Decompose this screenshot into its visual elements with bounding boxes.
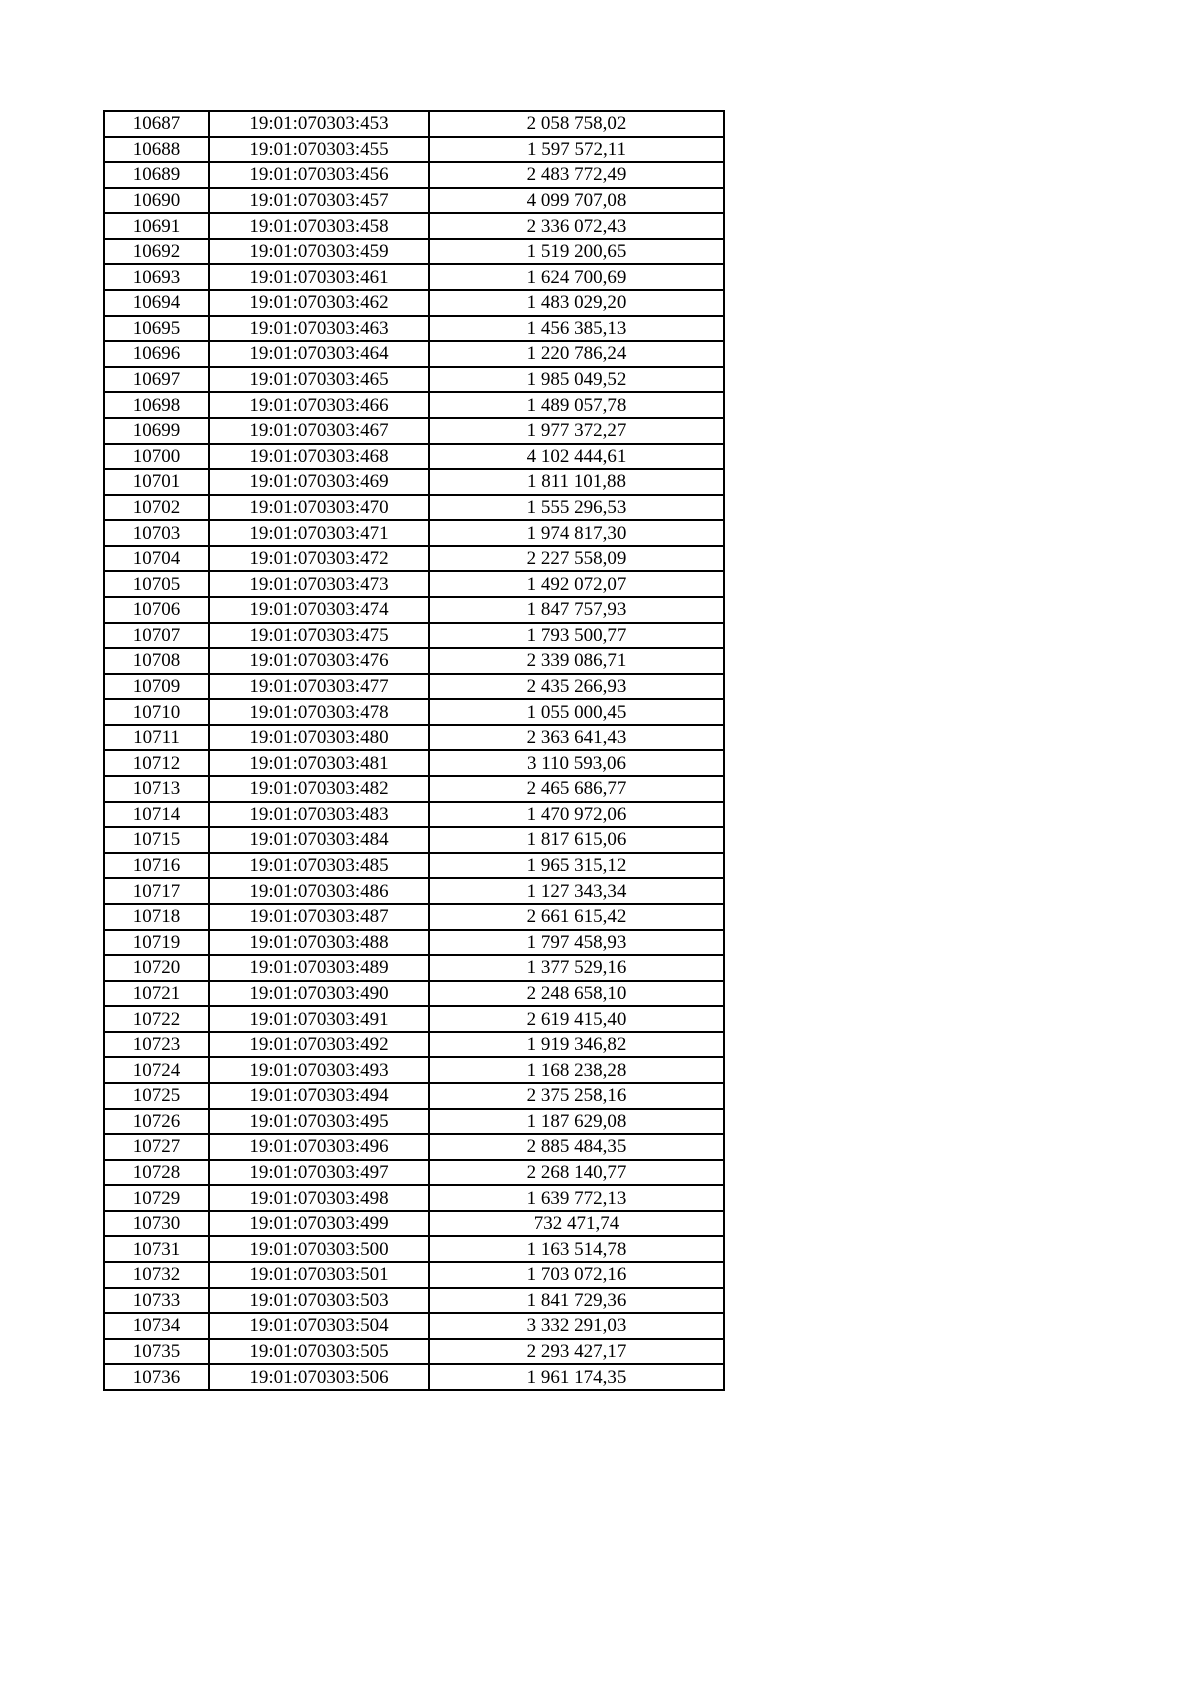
table-row [104,1364,724,1390]
row-number-cell: 10712 [104,750,209,776]
table-row [104,188,724,214]
cadastral-number-cell: 19:01:070303:453 [209,111,429,137]
cadastral-value-cell: 1 456 385,13 [429,316,724,342]
cadastral-number-cell: 19:01:070303:462 [209,290,429,316]
cadastral-value-cell: 1 555 296,53 [429,495,724,521]
cadastral-number-cell: 19:01:070303:472 [209,546,429,572]
row-number-cell: 10689 [104,162,209,188]
cadastral-number-cell: 19:01:070303:504 [209,1313,429,1339]
table-row [104,597,724,623]
cadastral-value-cell: 1 965 315,12 [429,853,724,879]
row-number-cell: 10731 [104,1236,209,1262]
cadastral-number-cell: 19:01:070303:466 [209,392,429,418]
cadastral-number-cell: 19:01:070303:500 [209,1236,429,1262]
table-row [104,648,724,674]
cadastral-value-cell: 1 055 000,45 [429,699,724,725]
cadastral-value-cell: 2 619 415,40 [429,1006,724,1032]
table-row [104,1134,724,1160]
row-number-cell: 10724 [104,1057,209,1083]
row-number-cell: 10720 [104,955,209,981]
table-row [104,1236,724,1262]
row-number-cell: 10719 [104,930,209,956]
cadastral-value-cell: 1 220 786,24 [429,341,724,367]
cadastral-number-cell: 19:01:070303:493 [209,1057,429,1083]
cadastral-value-cell: 2 661 615,42 [429,904,724,930]
row-number-cell: 10692 [104,239,209,265]
row-number-cell: 10726 [104,1109,209,1135]
cadastral-number-cell: 19:01:070303:476 [209,648,429,674]
cadastral-value-cell: 2 465 686,77 [429,776,724,802]
table-row [104,367,724,393]
table-row [104,444,724,470]
cadastral-value-cell: 4 102 444,61 [429,444,724,470]
table-row [104,955,724,981]
cadastral-value-cell: 2 363 641,43 [429,725,724,751]
table-row [104,725,724,751]
cadastral-number-cell: 19:01:070303:495 [209,1109,429,1135]
cadastral-number-cell: 19:01:070303:465 [209,367,429,393]
table-row [104,1109,724,1135]
row-number-cell: 10709 [104,674,209,700]
cadastral-number-cell: 19:01:070303:470 [209,495,429,521]
cadastral-value-cell: 1 168 238,28 [429,1057,724,1083]
table-row [104,776,724,802]
cadastral-number-cell: 19:01:070303:459 [209,239,429,265]
cadastral-number-cell: 19:01:070303:456 [209,162,429,188]
cadastral-value-cell: 1 519 200,65 [429,239,724,265]
table-row [104,1262,724,1288]
table-row [104,1057,724,1083]
cadastral-number-cell: 19:01:070303:464 [209,341,429,367]
cadastral-value-cell: 1 163 514,78 [429,1236,724,1262]
table-row [104,878,724,904]
table-row [104,392,724,418]
cadastral-number-cell: 19:01:070303:469 [209,469,429,495]
row-number-cell: 10730 [104,1211,209,1237]
table-row [104,1288,724,1314]
row-number-cell: 10732 [104,1262,209,1288]
row-number-cell: 10690 [104,188,209,214]
cadastral-number-cell: 19:01:070303:467 [209,418,429,444]
table-row [104,699,724,725]
row-number-cell: 10700 [104,444,209,470]
cadastral-number-cell: 19:01:070303:498 [209,1185,429,1211]
row-number-cell: 10704 [104,546,209,572]
row-number-cell: 10721 [104,981,209,1007]
row-number-cell: 10727 [104,1134,209,1160]
cadastral-number-cell: 19:01:070303:484 [209,827,429,853]
cadastral-value-cell: 1 985 049,52 [429,367,724,393]
table-row [104,1160,724,1186]
table-row [104,1185,724,1211]
row-number-cell: 10734 [104,1313,209,1339]
cadastral-value-cell: 1 483 029,20 [429,290,724,316]
cadastral-value-cell: 1 597 572,11 [429,137,724,163]
cadastral-number-cell: 19:01:070303:481 [209,750,429,776]
cadastral-number-cell: 19:01:070303:487 [209,904,429,930]
cadastral-number-cell: 19:01:070303:491 [209,1006,429,1032]
cadastral-value-cell: 2 058 758,02 [429,111,724,137]
cadastral-number-cell: 19:01:070303:457 [209,188,429,214]
cadastral-number-cell: 19:01:070303:477 [209,674,429,700]
cadastral-value-cell: 1 974 817,30 [429,520,724,546]
cadastral-value-cell: 4 099 707,08 [429,188,724,214]
cadastral-value-cell: 1 703 072,16 [429,1262,724,1288]
row-number-cell: 10714 [104,802,209,828]
cadastral-value-cell: 1 624 700,69 [429,264,724,290]
row-number-cell: 10691 [104,213,209,239]
table-row [104,1006,724,1032]
cadastral-number-cell: 19:01:070303:480 [209,725,429,751]
table-row [104,802,724,828]
row-number-cell: 10696 [104,341,209,367]
cadastral-number-cell: 19:01:070303:492 [209,1032,429,1058]
table-row [104,674,724,700]
table-row [104,1211,724,1237]
cadastral-number-cell: 19:01:070303:489 [209,955,429,981]
cadastral-number-cell: 19:01:070303:471 [209,520,429,546]
cadastral-value-cell: 1 977 372,27 [429,418,724,444]
table-row [104,1313,724,1339]
table-row [104,750,724,776]
cadastral-value-cell: 732 471,74 [429,1211,724,1237]
row-number-cell: 10706 [104,597,209,623]
table-row [104,1032,724,1058]
cadastral-value-cell: 1 811 101,88 [429,469,724,495]
table-row [104,904,724,930]
row-number-cell: 10735 [104,1339,209,1365]
cadastral-number-cell: 19:01:070303:455 [209,137,429,163]
row-number-cell: 10688 [104,137,209,163]
row-number-cell: 10697 [104,367,209,393]
row-number-cell: 10711 [104,725,209,751]
cadastral-value-cell: 2 227 558,09 [429,546,724,572]
row-number-cell: 10699 [104,418,209,444]
table-row [104,930,724,956]
table-row [104,418,724,444]
row-number-cell: 10707 [104,623,209,649]
row-number-cell: 10695 [104,316,209,342]
row-number-cell: 10687 [104,111,209,137]
row-number-cell: 10703 [104,520,209,546]
cadastral-number-cell: 19:01:070303:474 [209,597,429,623]
cadastral-value-cell: 1 961 174,35 [429,1364,724,1390]
row-number-cell: 10715 [104,827,209,853]
table-row [104,111,724,137]
table-row [104,341,724,367]
row-number-cell: 10708 [104,648,209,674]
cadastral-number-cell: 19:01:070303:494 [209,1083,429,1109]
cadastral-number-cell: 19:01:070303:458 [209,213,429,239]
cadastral-number-cell: 19:01:070303:506 [209,1364,429,1390]
cadastral-value-cell: 1 377 529,16 [429,955,724,981]
row-number-cell: 10722 [104,1006,209,1032]
cadastral-value-cell: 2 885 484,35 [429,1134,724,1160]
cadastral-number-cell: 19:01:070303:499 [209,1211,429,1237]
cadastral-value-cell: 2 268 140,77 [429,1160,724,1186]
table-row [104,520,724,546]
row-number-cell: 10723 [104,1032,209,1058]
cadastral-value-table [103,110,725,1391]
table-row [104,853,724,879]
row-number-cell: 10717 [104,878,209,904]
row-number-cell: 10736 [104,1364,209,1390]
table-row [104,316,724,342]
cadastral-number-cell: 19:01:070303:488 [209,930,429,956]
row-number-cell: 10694 [104,290,209,316]
cadastral-value-cell: 3 110 593,06 [429,750,724,776]
table-row [104,213,724,239]
cadastral-number-cell: 19:01:070303:475 [209,623,429,649]
table-row [104,137,724,163]
cadastral-number-cell: 19:01:070303:482 [209,776,429,802]
row-number-cell: 10718 [104,904,209,930]
cadastral-value-cell: 2 248 658,10 [429,981,724,1007]
cadastral-value-cell: 1 919 346,82 [429,1032,724,1058]
cadastral-number-cell: 19:01:070303:490 [209,981,429,1007]
cadastral-number-cell: 19:01:070303:463 [209,316,429,342]
cadastral-value-cell: 1 847 757,93 [429,597,724,623]
cadastral-value-cell: 2 336 072,43 [429,213,724,239]
cadastral-value-cell: 1 187 629,08 [429,1109,724,1135]
row-number-cell: 10705 [104,571,209,597]
cadastral-value-cell: 1 127 343,34 [429,878,724,904]
row-number-cell: 10702 [104,495,209,521]
table-row [104,239,724,265]
row-number-cell: 10710 [104,699,209,725]
cadastral-number-cell: 19:01:070303:485 [209,853,429,879]
table-row [104,981,724,1007]
cadastral-number-cell: 19:01:070303:468 [209,444,429,470]
cadastral-number-cell: 19:01:070303:505 [209,1339,429,1365]
table-row [104,469,724,495]
cadastral-value-cell: 1 817 615,06 [429,827,724,853]
cadastral-value-cell: 2 375 258,16 [429,1083,724,1109]
table-row [104,495,724,521]
cadastral-value-cell: 2 483 772,49 [429,162,724,188]
row-number-cell: 10713 [104,776,209,802]
cadastral-value-cell: 1 492 072,07 [429,571,724,597]
cadastral-number-cell: 19:01:070303:496 [209,1134,429,1160]
row-number-cell: 10729 [104,1185,209,1211]
cadastral-value-cell: 1 470 972,06 [429,802,724,828]
cadastral-number-cell: 19:01:070303:473 [209,571,429,597]
table-row [104,827,724,853]
cadastral-number-cell: 19:01:070303:478 [209,699,429,725]
cadastral-value-cell: 3 332 291,03 [429,1313,724,1339]
cadastral-value-cell: 2 435 266,93 [429,674,724,700]
row-number-cell: 10716 [104,853,209,879]
row-number-cell: 10701 [104,469,209,495]
row-number-cell: 10698 [104,392,209,418]
cadastral-value-cell: 1 639 772,13 [429,1185,724,1211]
cadastral-number-cell: 19:01:070303:483 [209,802,429,828]
row-number-cell: 10728 [104,1160,209,1186]
row-number-cell: 10725 [104,1083,209,1109]
cadastral-number-cell: 19:01:070303:497 [209,1160,429,1186]
cadastral-number-cell: 19:01:070303:501 [209,1262,429,1288]
table-row [104,264,724,290]
cadastral-value-cell: 1 489 057,78 [429,392,724,418]
table-row [104,546,724,572]
table-body [104,111,724,1390]
table-row [104,571,724,597]
row-number-cell: 10733 [104,1288,209,1314]
cadastral-value-cell: 1 797 458,93 [429,930,724,956]
cadastral-number-cell: 19:01:070303:461 [209,264,429,290]
table-row [104,623,724,649]
table-row [104,1339,724,1365]
cadastral-value-cell: 2 339 086,71 [429,648,724,674]
row-number-cell: 10693 [104,264,209,290]
cadastral-value-cell: 2 293 427,17 [429,1339,724,1365]
cadastral-value-cell: 1 793 500,77 [429,623,724,649]
cadastral-value-cell: 1 841 729,36 [429,1288,724,1314]
table-row [104,162,724,188]
table-row [104,290,724,316]
table-row [104,1083,724,1109]
cadastral-number-cell: 19:01:070303:503 [209,1288,429,1314]
cadastral-number-cell: 19:01:070303:486 [209,878,429,904]
